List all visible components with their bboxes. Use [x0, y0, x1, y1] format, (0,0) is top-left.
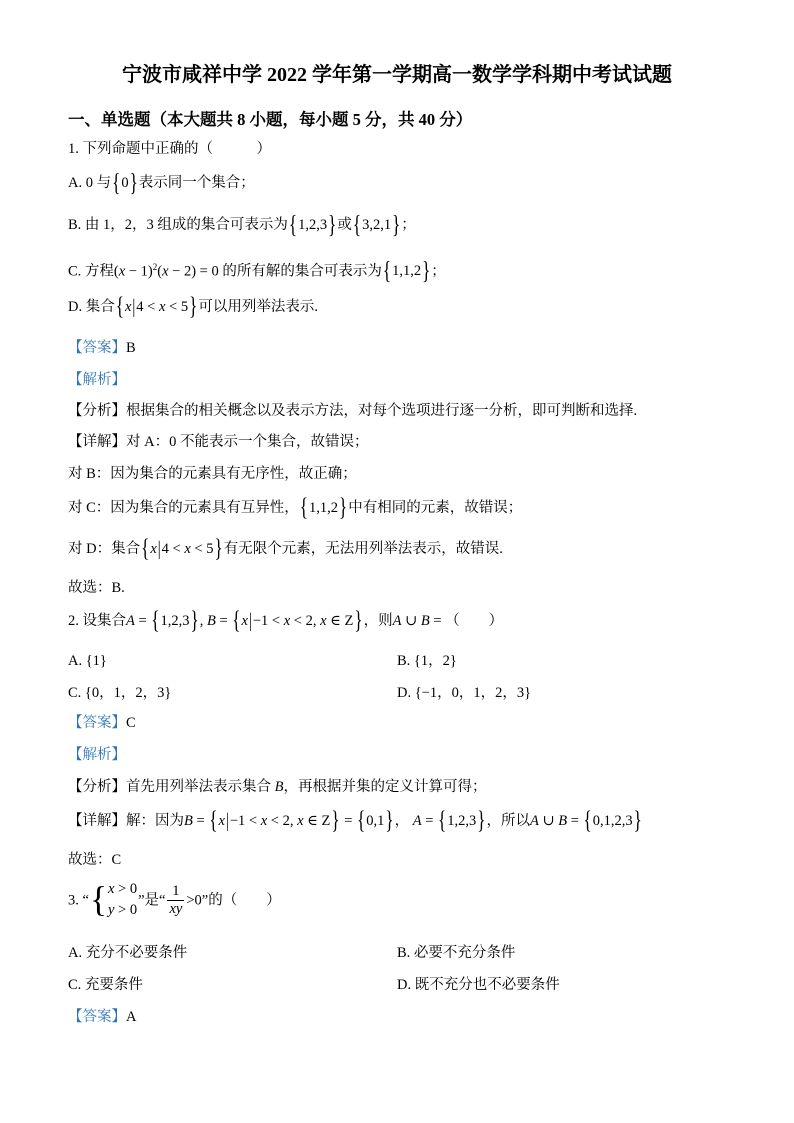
q2-option-d: D. {−1，0，1，2，3} [397, 685, 532, 701]
math-text: 3,2,1 [362, 217, 392, 233]
cases-rows [108, 879, 137, 921]
set-notation [288, 210, 337, 239]
set-notation [111, 168, 139, 197]
q1-option-d [68, 292, 318, 321]
left-brace: { [352, 210, 362, 239]
math-variable: A [412, 813, 422, 829]
text-segment: ”是“ [138, 892, 166, 909]
left-brace: { [357, 806, 366, 835]
q3-stem [68, 880, 281, 922]
math-text: > 0 [114, 902, 138, 919]
q3-option-b: B. 必要不充分条件 [397, 945, 516, 961]
cases-row [108, 879, 137, 900]
q1-option-a [68, 168, 255, 197]
right-brace: } [214, 534, 223, 563]
q1-detail-a [68, 431, 368, 453]
left-brace: { [112, 168, 121, 197]
math-text: = [215, 613, 232, 629]
set-notation [150, 606, 199, 635]
q1-jiexi-line [68, 369, 126, 391]
math-text: ( [113, 263, 119, 280]
q2-option-a: A. {1} [68, 653, 107, 669]
math-text: , [199, 613, 207, 629]
text-segment: 【分析】首先用列举法表示集合 [68, 779, 275, 795]
text-segment: 的所有解的集合可表示为 [222, 263, 382, 280]
math-variable: A [126, 613, 135, 629]
set-builder-bar: | [225, 810, 229, 832]
math-text: 1,1,2 [309, 500, 339, 516]
math-variable: x [158, 299, 166, 315]
math-text: < 2, [290, 613, 321, 629]
math-variable: x [260, 813, 268, 829]
text-segment: ； [401, 217, 416, 233]
math-variable: x [184, 541, 191, 557]
right-brace: } [354, 606, 363, 635]
math-variable: A [529, 813, 539, 829]
set-notation [231, 606, 363, 635]
q1-option-b [68, 210, 416, 239]
q1-detail-b [68, 463, 357, 485]
q2-fenxi-line [68, 776, 486, 798]
math-variable: x [150, 541, 157, 557]
q1-answer-value: B [126, 340, 136, 356]
text-segment: ，则 [363, 613, 393, 629]
q3-answer-line [68, 1006, 136, 1028]
math-text: >0 [186, 892, 202, 909]
fraction-denominator [167, 901, 184, 918]
q3-option-c: C. 充要条件 [68, 977, 143, 993]
left-brace: { [232, 606, 241, 635]
math-variable: x [297, 813, 304, 829]
math-text: < 5 [165, 299, 189, 315]
set-notation [299, 493, 348, 522]
math-variable: B [274, 779, 284, 795]
set-notation [382, 256, 431, 285]
math-variable: B [184, 813, 193, 829]
section-heading: 一、单选题（本大题共 8 小题，每小题 5 分，共 40 分） [68, 110, 473, 129]
text-segment: A. 0 与 [68, 175, 112, 191]
set-notation [583, 806, 643, 835]
math-text: −1 < [229, 813, 261, 829]
jiexi-label: 【解析】 [68, 747, 126, 763]
fraction-numerator [167, 883, 184, 901]
math-text: 1,2,3 [298, 217, 328, 233]
set-builder-bar: | [248, 610, 252, 632]
set-notation [352, 210, 401, 239]
math-text: < 5 [190, 541, 214, 557]
set-builder-bar: | [132, 296, 136, 318]
right-brace: } [331, 806, 340, 835]
left-brace: { [299, 493, 309, 522]
math-text: = [421, 813, 438, 829]
set-notation [208, 806, 340, 835]
math-text: ∈ Z [326, 613, 354, 629]
right-brace: } [633, 806, 642, 835]
math-text: ∪ [538, 813, 559, 829]
math-text: > 0 [114, 881, 138, 897]
math-text: = 0 [196, 263, 223, 280]
math-text: −1 < [252, 613, 284, 629]
exam-title: 宁波市咸祥中学 2022 学年第一学期高一数学学科期中考试试题 [122, 64, 672, 86]
text-segment: ，所以 [486, 813, 530, 829]
math-text: = [134, 613, 151, 629]
math-text: 1,2,3 [447, 813, 477, 829]
math-variable: x [162, 263, 169, 280]
math-text: 4 < [161, 541, 185, 557]
math-text: 1,2,3 [160, 613, 190, 629]
math-variable: x [241, 613, 248, 629]
q2-answer-line [68, 712, 136, 734]
superscript: 2 [152, 262, 158, 272]
math-text: − 1 [125, 263, 148, 280]
math-text: ) [147, 263, 153, 280]
math-text: = [340, 813, 357, 829]
text-segment: ； [431, 263, 446, 280]
right-brace: } [422, 256, 431, 285]
right-brace: } [328, 210, 337, 239]
text-segment: B. 由 1，2，3 组成的集合可表示为 [68, 217, 288, 233]
right-brace: } [477, 806, 486, 835]
math-text: ∈ Z [303, 813, 331, 829]
math-variable: xy [169, 900, 183, 917]
math-text: 1 [172, 882, 180, 899]
text-segment: 【分析】根据集合的相关概念以及表示方法，对每个选项进行逐一分析，即可判断和选择. [68, 403, 638, 419]
text-segment: ， [394, 813, 413, 829]
answer-label: 【答案】 [68, 1009, 126, 1025]
math-variable: x [218, 813, 225, 829]
math-variable: x [124, 299, 132, 315]
left-brace: { [141, 534, 150, 563]
left-brace: { [288, 210, 298, 239]
text-segment: C. 方程 [68, 263, 114, 280]
q1-option-c [68, 256, 446, 285]
right-brace: } [385, 806, 394, 835]
math-variable: x [283, 613, 291, 629]
answer-label: 【答案】 [68, 715, 126, 731]
math-text: 1,1,2 [392, 263, 422, 280]
q2-answer-value: C [126, 715, 136, 731]
q3-answer-value: A [126, 1009, 137, 1025]
set-notation [437, 806, 486, 835]
text-segment: 对 B：因为集合的元素具有无序性，故正确； [68, 466, 357, 482]
q1-answer-line [68, 337, 136, 359]
left-brace: { [583, 806, 592, 835]
math-variable: x [320, 613, 327, 629]
left-brace: { [209, 806, 218, 835]
set-notation [356, 806, 395, 835]
text-segment: 中有相同的元素，故错误； [348, 500, 523, 516]
right-brace: } [190, 606, 199, 635]
math-variable: B [206, 613, 216, 629]
q2-stem [68, 606, 504, 635]
math-variable: B [420, 613, 430, 629]
text-segment: 有无限个元素，无法用列举法表示，故错误. [223, 541, 503, 557]
text-segment: 3. “ [68, 892, 89, 909]
math-text: ∪ [401, 613, 421, 629]
math-variable: B [558, 813, 568, 829]
right-brace: } [339, 493, 348, 522]
math-variable: y [107, 902, 115, 919]
text-segment: 对 D：集合 [68, 541, 141, 557]
text-segment: （ ） [445, 613, 504, 629]
cases-brace: { [89, 878, 107, 920]
q1-fenxi-line [68, 400, 637, 422]
left-brace: { [438, 806, 447, 835]
answer-label: 【答案】 [68, 340, 126, 356]
left-brace: { [151, 606, 160, 635]
math-variable: A [392, 613, 402, 629]
left-brace: { [382, 256, 392, 285]
math-text: = [567, 813, 583, 829]
left-brace: { [115, 292, 124, 321]
q1-detail-d [68, 534, 503, 563]
q2-detail [68, 806, 643, 835]
text-segment: D. 集合 [68, 299, 115, 315]
fraction [167, 883, 184, 917]
q1-detail-c [68, 493, 523, 522]
math-text: 4 < [136, 299, 159, 315]
cases-row [108, 900, 137, 921]
math-text: 0,1 [366, 813, 385, 829]
q3-option-d: D. 既不充分也不必要条件 [397, 977, 560, 993]
set-notation [115, 292, 199, 321]
text-segment: ”的（ ） [201, 892, 281, 909]
math-text: 0,1,2,3 [592, 813, 633, 829]
cases-group [90, 879, 137, 921]
q2-option-b: B. {1，2} [397, 653, 457, 669]
jiexi-label: 【解析】 [68, 372, 126, 388]
math-text: = [429, 613, 446, 629]
math-variable: x [107, 881, 115, 897]
math-text: ( [157, 263, 163, 280]
text-segment: 表示同一个集合； [138, 175, 255, 191]
math-text: < 2, [267, 813, 298, 829]
set-notation [140, 534, 224, 563]
text-segment: 对 C：因为集合的元素具有互异性， [68, 500, 299, 516]
math-text: − 2 [168, 263, 192, 280]
q2-option-c: C. {0，1，2，3} [68, 685, 172, 701]
text-segment: 2. 设集合 [68, 613, 126, 629]
text-segment: 可以用列举法表示. [198, 299, 318, 315]
q2-conclusion: 故选：C [68, 852, 122, 868]
math-variable: x [118, 263, 126, 280]
math-text: 0 [121, 175, 129, 191]
q2-jiexi-line [68, 744, 126, 766]
math-text: = [192, 813, 209, 829]
q3-option-a: A. 充分不必要条件 [68, 945, 188, 961]
q1-stem: 1. 下列命题中正确的（ ） [68, 141, 271, 157]
text-segment: 【详解】对 A：0 不能表示一个集合，故错误； [68, 434, 369, 450]
right-brace: } [129, 168, 138, 197]
q1-conclusion: 故选：B. [68, 580, 125, 596]
set-builder-bar: | [157, 538, 161, 560]
math-text: ) [191, 263, 197, 280]
right-brace: } [189, 292, 198, 321]
text-segment: 【详解】解：因为 [68, 813, 184, 829]
text-segment: 或 [337, 217, 352, 233]
text-segment: ，再根据并集的定义计算可得； [283, 779, 487, 795]
right-brace: } [392, 210, 401, 239]
